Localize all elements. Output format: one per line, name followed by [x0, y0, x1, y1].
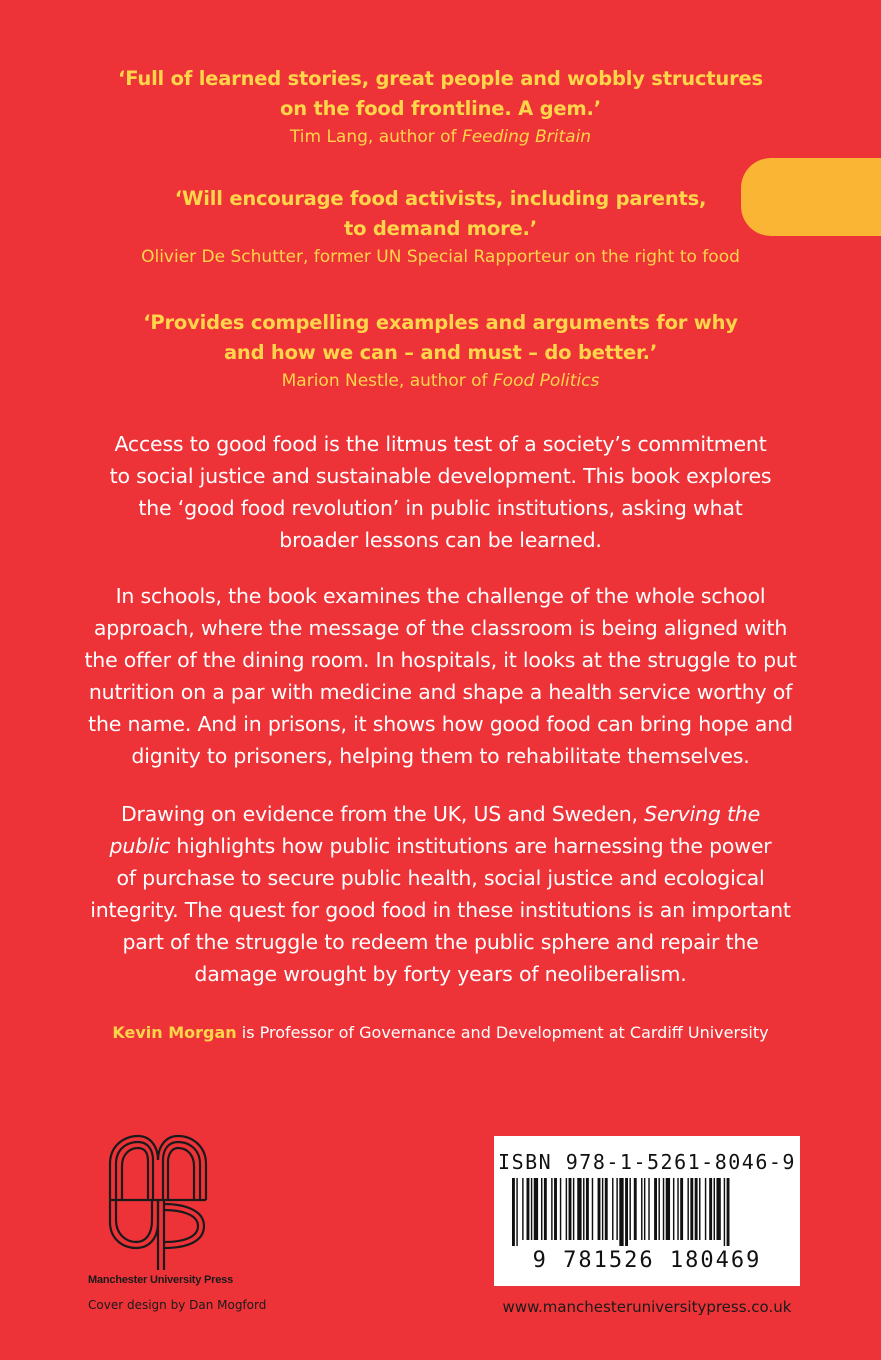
barcode-bar [560, 1178, 561, 1240]
quote-1 [60, 64, 821, 150]
author-name: Kevin Morgan [112, 1023, 237, 1042]
barcode-bar [616, 1178, 617, 1240]
quote-3-attribution-text: Marion Nestle, author of [281, 371, 493, 391]
barcode-bar [605, 1178, 608, 1240]
blurb-line: broader lessons can be learned. [279, 528, 602, 552]
barcode-bar [677, 1178, 678, 1240]
barcode-digits: 9 781526 180469 [532, 1248, 762, 1273]
barcode-bar [629, 1178, 630, 1240]
barcode-bar [531, 1178, 532, 1240]
quote-2 [60, 184, 821, 270]
barcode-bar [727, 1178, 730, 1246]
blurb-line [70, 798, 811, 830]
barcode-bar [522, 1178, 523, 1240]
barcode-bar [648, 1178, 649, 1240]
blurb-line: the ‘good food revolution’ in public institutions, asking what [138, 496, 743, 520]
barcode-bar [544, 1178, 547, 1240]
quote-2-line-1: ‘Will encourage food activists, including parents, [174, 187, 707, 210]
cover-design-credit: Cover design by Dan Mogford [88, 1298, 267, 1312]
publisher-website: www.manchesteruniversitypress.co.uk [502, 1298, 792, 1316]
book-title-italic: public [109, 834, 171, 858]
barcode-bar [724, 1178, 725, 1246]
quote-2-attribution [60, 244, 821, 270]
quote-3 [60, 308, 821, 394]
barcode-bar [577, 1178, 581, 1240]
quote-1-line-2: on the food frontline. A gem.’ [280, 97, 601, 120]
barcode-bar [619, 1178, 623, 1246]
mup-monogram-icon [106, 1130, 210, 1272]
isbn-label: ISBN 978-1-5261-8046-9 [498, 1150, 796, 1174]
quote-3-attribution [60, 368, 821, 394]
blurb-line: damage wrought by forty years of neoliberalism. [194, 962, 687, 986]
blurb-line: dignity to prisoners, helping them to rehabilitate themselves. [131, 744, 750, 768]
barcode-bar [644, 1178, 645, 1240]
barcode-bar [583, 1178, 584, 1240]
barcode-bar [592, 1178, 593, 1240]
barcode-bar [598, 1178, 601, 1240]
blurb-text: Drawing on evidence from the UK, US and Sweden, [120, 802, 645, 826]
quote-1-attribution-title: Feeding Britain [461, 127, 592, 147]
barcode-bar [512, 1178, 515, 1246]
blurb-line: the offer of the dining room. In hospitals, it looks at the struggle to put [84, 648, 797, 672]
blurb-paragraph-2 [70, 580, 811, 772]
barcode-bar [612, 1178, 613, 1240]
quote-3-line-2: and how we can – and must – do better.’ [223, 341, 658, 364]
blurb-paragraph-3 [70, 798, 811, 990]
barcode-bar [695, 1178, 698, 1240]
publisher-name: Manchester University Press [88, 1274, 234, 1286]
barcode-bar [714, 1178, 715, 1240]
blurb-line: to social justice and sustainable development. This book explores [109, 464, 772, 488]
barcode-bar [641, 1178, 642, 1240]
quote-3-attribution-title: Food Politics [492, 371, 600, 391]
blurb-line: integrity. The quest for good food in these institutions is an important [90, 898, 791, 922]
barcode-bar [554, 1178, 557, 1240]
barcode-bar [625, 1178, 628, 1246]
barcode-bar [658, 1178, 659, 1240]
barcode-bar [716, 1178, 720, 1240]
barcode-bar [516, 1178, 517, 1246]
barcode-bar [602, 1178, 603, 1240]
isbn-barcode [494, 1136, 800, 1286]
blurb-line: approach, where the message of the classroom is being aligned with [93, 616, 788, 640]
book-title-italic: Serving the [644, 802, 761, 826]
barcode-bar [534, 1178, 538, 1240]
barcode-bar [634, 1178, 637, 1240]
barcode-bar [541, 1178, 542, 1240]
barcode-bar [666, 1178, 670, 1240]
barcode-bar [705, 1178, 706, 1240]
quote-1-line-1: ‘Full of learned stories, great people and wobbly structures [118, 67, 763, 90]
barcode-bar [699, 1178, 700, 1240]
quote-3-line-1: ‘Provides compelling examples and arguments for why [143, 311, 738, 334]
blurb-line: of purchase to secure public health, social justice and ecological [116, 866, 765, 890]
quote-2-attribution-text: Olivier De Schutter, former UN Special Rapporteur on the right to food [141, 247, 740, 267]
blurb-paragraph-1 [70, 428, 811, 556]
barcode-bar [551, 1178, 552, 1240]
author-bio [60, 1020, 821, 1046]
quote-2-line-2: to demand more.’ [344, 217, 537, 240]
barcode-bar [566, 1178, 567, 1240]
barcode-bar [586, 1178, 589, 1240]
blurb-line [70, 830, 811, 862]
blurb-line: Access to good food is the litmus test of a society’s commitment [114, 432, 767, 456]
barcode-bars [512, 1178, 782, 1246]
blurb-line: nutrition on a par with medicine and shape a health service worthy of [88, 680, 793, 704]
quote-1-attribution-text: Tim Lang, author of [289, 127, 462, 147]
blurb-line: part of the struggle to redeem the public sphere and repair the [122, 930, 759, 954]
barcode-bar [654, 1178, 657, 1240]
blurb-text: highlights how public institutions are harnessing the power [170, 834, 772, 858]
author-bio-text: is Professor of Governance and Development at Cardiff University [236, 1023, 769, 1042]
barcode-bar [687, 1178, 688, 1240]
barcode-bar [663, 1178, 664, 1240]
blurb-line: the name. And in prisons, it shows how good food can bring hope and [88, 712, 793, 736]
barcode-bar [690, 1178, 693, 1240]
blurb-line: In schools, the book examines the challenge of the whole school [115, 584, 766, 608]
barcode-bar [527, 1178, 530, 1240]
barcode-bar [573, 1178, 574, 1240]
barcode-bar [569, 1178, 572, 1240]
barcode-bar [680, 1178, 683, 1240]
quote-1-attribution [60, 124, 821, 150]
barcode-bar [673, 1178, 674, 1240]
barcode-bar [709, 1178, 712, 1240]
